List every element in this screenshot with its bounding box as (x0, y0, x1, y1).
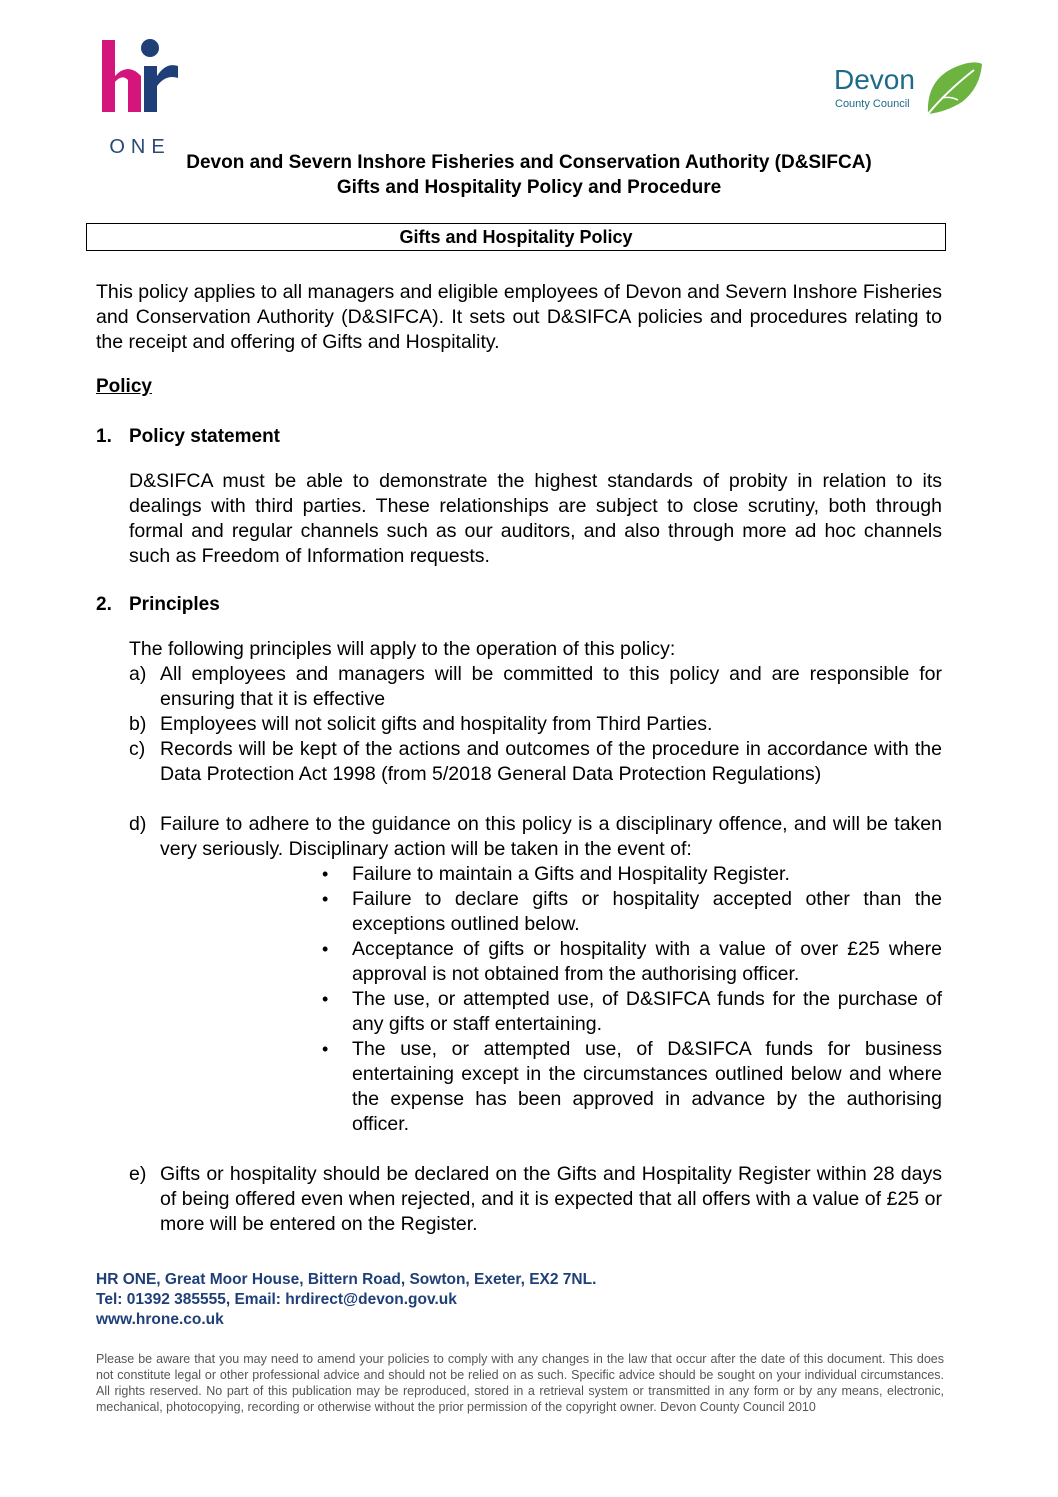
leaf-icon (922, 58, 984, 118)
bullet-item: • Acceptance of gifts or hospitality with a value of over £25 where approval is not obtained from the authorising officer. (318, 937, 942, 987)
item-label: d) (129, 813, 147, 835)
section-heading-principles (96, 594, 220, 616)
item-label: c) (129, 738, 146, 760)
bullet-item: • The use, or attempted use, of D&SIFCA funds for business entertaining except in the circumstances outlined below and where the expense has been approved in advance by the authorising officer. (318, 1037, 942, 1137)
item-text: All employees and managers will be committed to this policy and are responsible for ensuring that it is effective (160, 663, 942, 710)
bullet-item: • Failure to declare gifts or hospitality accepted other than the exceptions outlined below. (318, 887, 942, 937)
footer-contact: Tel: 01392 385555, Email: hrdirect@devon.gov.uk (96, 1291, 457, 1308)
legal-disclaimer: Please be aware that you may need to amend your policies to comply with any changes in the law that occur after the date of this document. This does not constitute legal or other professional advice and should not be relied on as such. Specific advice should be sought on your individual circumstances. All rights reserved. No part of this publication may be reproduced, stored in a retrieval system or transmitted in any form or by any means, electronic, mechanical, photocopying, recording or otherwise without the prior permission of the copyright owner. Devon County Council 2010 (96, 1352, 944, 1414)
item-label: a) (129, 663, 147, 685)
intro-paragraph: This policy applies to all managers and eligible employees of Devon and Severn Inshore Fisheries and Conservation Authority (D&SIFCA). It sets out D&SIFCA policies and procedures relating to the receipt and offering of Gifts and Hospitality. (96, 281, 942, 353)
policy-statement-body: D&SIFCA must be able to demonstrate the highest standards of probity in relation to its dealings with third parties. These relationships are subject to close scrutiny, both through formal and regular channels such as our auditors, and also through more ad hoc channels such as Freedom of Information requests. (129, 470, 942, 567)
section-heading-policy-statement (96, 426, 280, 448)
principle-item-c (129, 737, 942, 787)
footer-website-link[interactable]: www.hrone.co.uk (96, 1311, 224, 1328)
policy-heading: Policy (96, 376, 152, 397)
section-title: Policy statement (129, 426, 280, 447)
item-label: b) (129, 713, 147, 735)
section-number: 2. (96, 594, 112, 615)
document-subtitle: Gifts and Hospitality Policy and Procedure (336, 177, 722, 198)
item-text: Employees will not solicit gifts and hospitality from Third Parties. (160, 713, 713, 735)
principle-item-d (129, 812, 942, 862)
hr-logo-mark-icon (98, 36, 182, 134)
item-label: e) (129, 1163, 147, 1185)
boxed-section-heading: Gifts and Hospitality Policy (86, 223, 946, 251)
item-text: Failure to adhere to the guidance on this policy is a disciplinary offence, and will be taken very seriously. Disciplinary action will be taken in the event of: (160, 813, 942, 860)
footer-address: HR ONE, Great Moor House, Bittern Road, Sowton, Exeter, EX2 7NL. (96, 1271, 597, 1288)
bullet-item: • Failure to maintain a Gifts and Hospitality Register. (318, 862, 942, 887)
principle-item-b (129, 712, 942, 737)
hr-one-wordmark: ONE (109, 136, 171, 158)
footer-contact-block (96, 1270, 596, 1330)
document-title: Devon and Severn Inshore Fisheries and Conservation Authority (D&SIFCA) (186, 152, 872, 173)
devon-logo-subtitle: County Council (835, 98, 910, 110)
bullet-item: • The use, or attempted use, of D&SIFCA funds for the purchase of any gifts or staff entertaining. (318, 987, 942, 1037)
section-number: 1. (96, 426, 112, 447)
item-text: Records will be kept of the actions and outcomes of the procedure in accordance with the Data Protection Act 1998 (from 5/2018 General Data Protection Regulations) (160, 738, 942, 785)
section-title: Principles (129, 594, 220, 615)
principle-item-e (129, 1162, 942, 1237)
disciplinary-bullet-list (318, 862, 942, 1137)
devon-logo-name: Devon (834, 64, 915, 95)
hr-one-logo (98, 36, 182, 158)
principle-item-a (129, 662, 942, 712)
principles-intro: The following principles will apply to the operation of this policy: (129, 638, 676, 660)
devon-county-council-logo (834, 62, 984, 124)
item-text: Gifts or hospitality should be declared on the Gifts and Hospitality Register within 28 days of being offered even when rejected, and it is expected that all offers with a value of £25 or more will be entered on the Register. (160, 1163, 942, 1235)
